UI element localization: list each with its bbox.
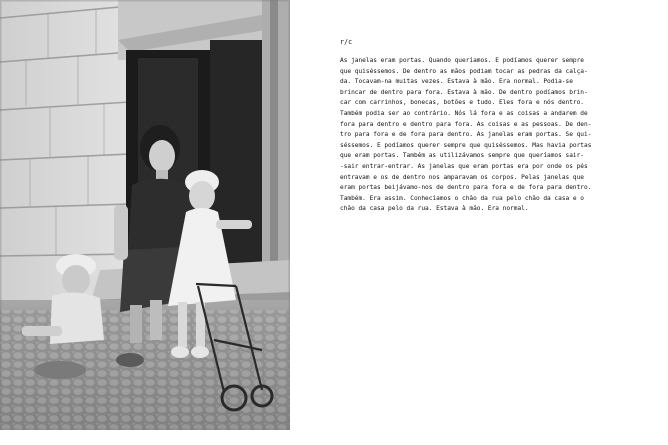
text-line: entravam e os de dentro nos amparavam os corpos. Pelas janelas que bbox=[340, 173, 585, 181]
text-line: tro para fora e de fora para dentro. As janelas eram portas. Se qui- bbox=[340, 131, 592, 139]
text-line: brincar de dentro para fora. Estava à mão. De dentro podíamos brin- bbox=[340, 88, 588, 96]
text-line: da. Tocavam-na muitas vezes. Estava à mão. Era normal. Podia-se bbox=[340, 78, 573, 86]
text-line: fora para dentro e dentro para fora. As coisas e as pessoas. De den- bbox=[340, 120, 592, 128]
text-line: -sair entrar-entrar. As janelas que eram portas era por onde os pés bbox=[340, 162, 588, 170]
text-line: car com carrinhos, bonecas, botões e tudo. Eles fora e nós dentro. bbox=[340, 99, 585, 107]
text-line: que quiséssemos. De dentro as mãos podiam tocar as pedras da calça- bbox=[340, 67, 588, 75]
page-reference: r/c bbox=[340, 38, 353, 46]
text-line: séssemos. E podíamos querer sempre que quiséssemos. Mas havia portas bbox=[340, 141, 592, 149]
text-line: que eram portas. Também as utilizávamos sempre que queríamos sair- bbox=[340, 152, 585, 160]
text-line: chão da casa pelo da rua. Estava à mão. Era normal. bbox=[340, 205, 529, 213]
text-line: Também. Era assim. Conhecíamos o chão da rua pelo chão da casa e o bbox=[340, 194, 585, 202]
text-line: As janelas eram portas. Quando queríamos. E podíamos querer sempre bbox=[340, 57, 585, 64]
text-line: eram portas beijávamo-nos de dentro para fora e de fora para dentro. bbox=[340, 184, 592, 192]
typewritten-text-page bbox=[340, 38, 658, 215]
poem-text bbox=[340, 56, 658, 215]
family-photograph bbox=[0, 0, 290, 430]
text-line: Também podia ser ao contrário. Nós lá fora e as coisas a andarem de bbox=[340, 109, 588, 117]
